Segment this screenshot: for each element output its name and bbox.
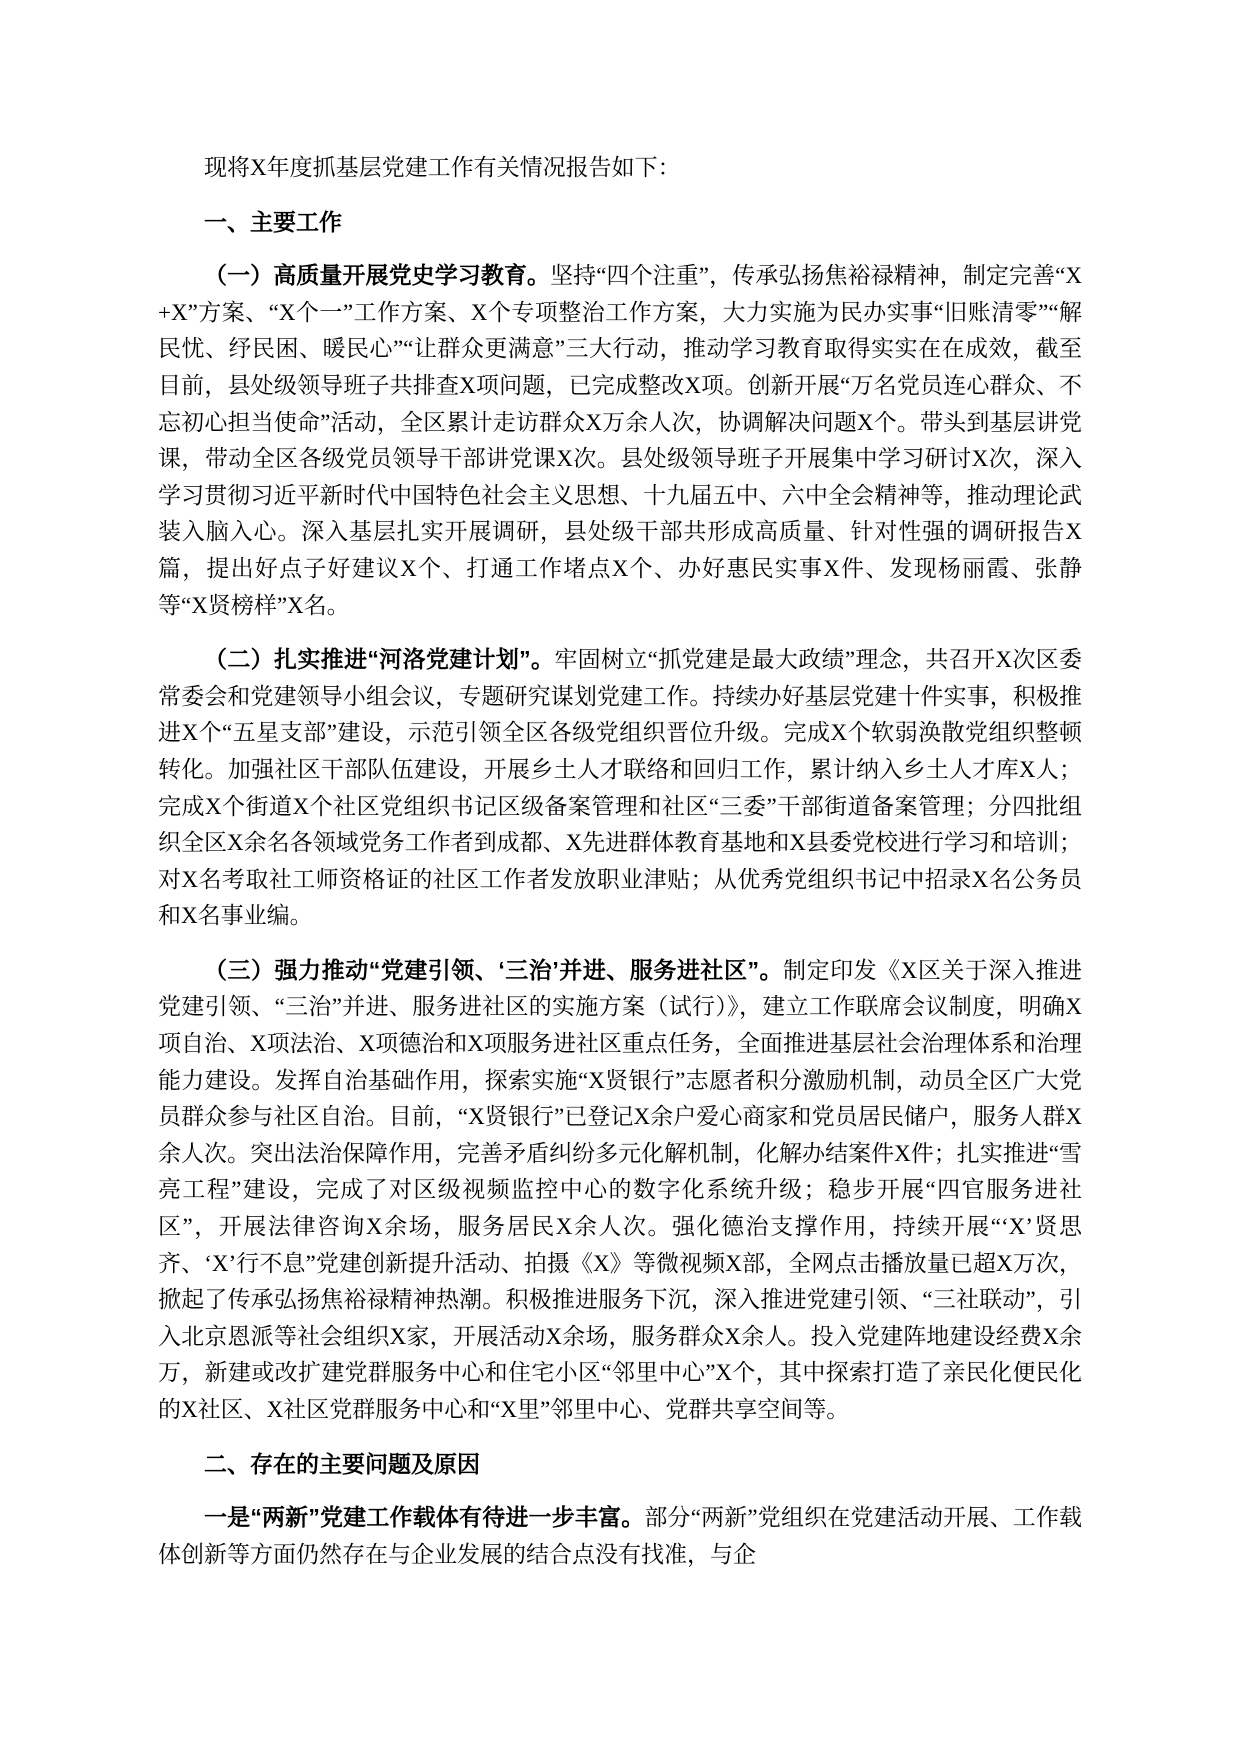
section-1-paragraph-3	[158, 952, 1082, 1429]
section-1-paragraph-2-lead: （二）扎实推进“河洛党建计划”。	[204, 646, 555, 673]
section-2-paragraph-1	[158, 1499, 1082, 1573]
section-1-heading: 一、主要工作	[204, 208, 342, 235]
section-2-heading: 二、存在的主要问题及原因	[204, 1450, 480, 1477]
section-1-paragraph-1-body: 坚持“四个注重”，传承弘扬焦裕禄精神，制定完善“X+X”方案、“X个一”工作方案、X个专项整治工作方案，大力实施为民办实事“旧账清零”“解民忧、纾民困、暖民心”“让群众更满意”三大行动，推动学习教育取得实实在在成效，截至目前，县处级领导班子共排查X项问题，已完成整改X项。创新开展“万名党员连心群众、不忘初心担当使命”活动，全区累计走访群众X万余人次，协调解决问题X个。带头到基层讲党课，带动全区各级党员领导干部讲党课X次。县处级领导班子开展集中学习研讨X次，深入学习贯彻习近平新时代中国特色社会主义思想、十九届五中、六中全会精神等，推动理论武装入脑入心。深入基层扎实开展调研，县处级干部共形成高质量、针对性强的调研报告X篇，提出好点子好建议X个、打通工作堵点X个、办好惠民实事X件、发现杨丽霞、张静等“X贤榜样”X名。	[158, 263, 1082, 618]
section-1-paragraph-1-lead: （一）高质量开展党史学习教育。	[204, 262, 551, 289]
section-1-paragraph-2-body: 牢固树立“抓党建是最大政绩”理念，共召开X次区委常委会和党建领导小组会议，专题研究谋划党建工作。持续办好基层党建十件实事，积极推进X个“五星支部”建设，示范引领全区各级党组织晋位升级。完成X个软弱涣散党组织整顿转化。加强社区干部队伍建设，开展乡土人才联络和回归工作，累计纳入乡土人才库X人；完成X个街道X个社区党组织书记区级备案管理和社区“三委”干部街道备案管理；分四批组织全区X余名各领域党务工作者到成都、X先进群体教育基地和X县委党校进行学习和培训；对X名考取社工师资格证的社区工作者发放职业津贴；从优秀党组织书记中招录X名公务员和X名事业编。	[158, 647, 1083, 929]
section-1-paragraph-3-lead: （三）强力推动“党建引领、‘三治’并进、服务进社区”。	[204, 956, 784, 983]
section-2-paragraph-1-body: 部分“两新”党组织在党建活动开展、工作载体创新等方面仍然存在与企业发展的结合点没有找准，与企	[158, 1505, 1082, 1567]
section-1-paragraph-2	[158, 641, 1082, 935]
intro-paragraph: 现将X年度抓基层党建工作有关情况报告如下：	[204, 155, 681, 180]
section-2-paragraph-1-lead: 一是“两新”党建工作载体有待进一步丰富。	[204, 1504, 645, 1531]
section-1-paragraph-3-body: 制定印发《X区关于深入推进党建引领、“三治”并进、服务进社区的实施方案（试行）》，建立工作联席会议制度，明确X项自治、X项法治、X项德治和X项服务进社区重点任务，全面推进基层社会治理体系和治理能力建设。发挥自治基础作用，探索实施“X贤银行”志愿者积分激励机制，动员全区广大党员群众参与社区自治。目前，“X贤银行”已登记X余户爱心商家和党员居民储户，服务人群X余人次。突出法治保障作用，完善矛盾纠纷多元化解机制，化解办结案件X件；扎实推进“雪亮工程”建设，完成了对区级视频监控中心的数字化系统升级；稳步开展“四官服务进社区”，开展法律咨询X余场，服务居民X余人次。强化德治支撑作用，持续开展“‘X’贤思齐、‘X’行不息”党建创新提升活动、拍摄《X》等微视频X部，全网点击播放量已超X万次，掀起了传承弘扬焦裕禄精神热潮。积极推进服务下沉，深入推进党建引领、“三社联动”，引入北京恩派等社会组织X家，开展活动X余场，服务群众X余人。投入党建阵地建设经费X余万，新建或改扩建党群服务中心和住宅小区“邻里中心”X个，其中探索打造了亲民化便民化的X社区、X社区党群服务中心和“X里”邻里中心、党群共享空间等。	[158, 957, 1082, 1422]
section-1-paragraph-1	[158, 257, 1082, 624]
